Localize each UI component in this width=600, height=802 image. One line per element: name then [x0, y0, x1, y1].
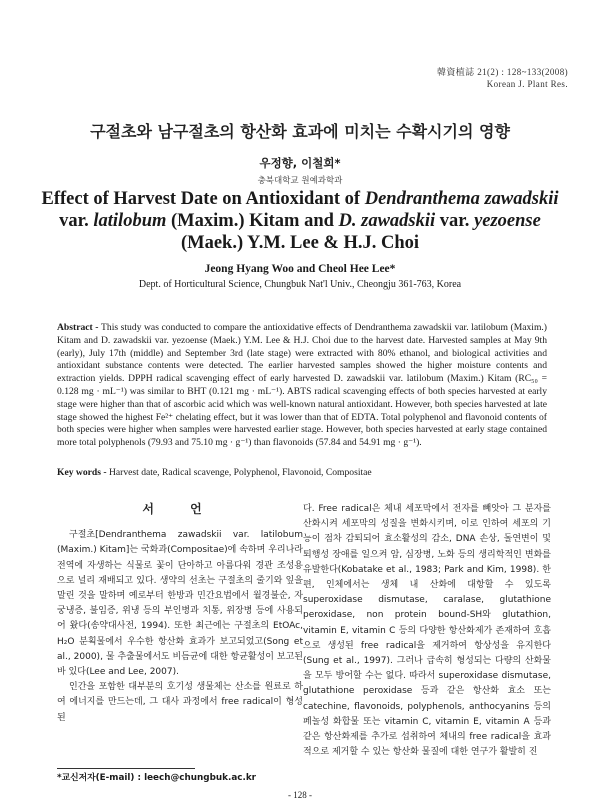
corresponding-author-footnote: *교신저자(E-mail) : leech@chungbuk.ac.kr	[57, 773, 257, 783]
keywords	[57, 467, 547, 480]
journal-citation	[437, 66, 568, 90]
english-authors: Jeong Hyang Woo and Cheol Hee Lee*	[204, 263, 396, 275]
abstract-label: Abstract -	[57, 322, 102, 333]
section-heading: 서 언	[142, 502, 218, 516]
korean-affiliation: 충북대학교 원예과학과	[257, 176, 343, 186]
korean-title: 구절초와 남구절초의 항산화 효과에 미치는 수확시기의 영향	[90, 122, 510, 141]
page-number: - 128 -	[288, 790, 312, 800]
english-title-part5: (Maek.) Y.M. Lee & H.J. Choi	[180, 233, 420, 253]
footnote-divider	[57, 768, 195, 769]
english-title-part3: (Maxim.) Kitam and	[166, 211, 339, 231]
intro-paragraph-1: 구절초[Dendranthema zawadskii var. latilobum (Maxim.) Kitam]는 국화과(Compositae)에 속하며 우리나라 전역에 자생하는 식물로 꽃이 단아하고 아름다워 경관 조성용으로 널리 재배되고 있다. 생약의 선초는 구절초의 줄기와 잎을 말린 것을 말하며 예로부터 한방과 민간요법에서 월경불순, 자궁냉증, 불임증, 위냉 등의 부인병과 치통, 위장병 등에 사용되어 왔다(송약대사전, 1994). 또한 최근에는 구절초의 EtOAc, H₂O 분획물에서 우수한 항산화 효과가 보고되었고(Song et al., 2000), 물 추출물에서도 비듬균에 대한 항균활성이 보고된 바 있다(Lee and Lee, 2007).	[57, 530, 303, 678]
intro-paragraph-3: 다. Free radical은 체내 세포막에서 전자를 빼앗아 그 분자를 산화시켜 세포막의 성질을 변화시키며, 이로 인하여 세포의 기능이 점차 감퇴되어 효소활성의 감소, DNA 손상, 돌연변이 및 퇴행성 장애를 일으켜 암, 심장병, 노화 등의 생리학적인 변화를 유발한다(Kobatake et al., 1983; Park and Kim, 1998). 한편, 인체에서는 생체 내 산화에 대항할 수 있도록 superoxidase dismutase, caralase, glutathione peroxidase, non protein bound-SH와 glutathion, vitamin E, vitamin C 등의 다양한 항산화제가 존재하여 호흡으로 생성된 free radical을 제거하여 항상성을 유지한다(Sung et al., 1997). 그러나 급속히 형성되는 다량의 산화물을 모두 방어할 수는 없다. 따라서 superoxidase dismutase, glutathione peroxidase 등과 같은 항산화 효소 또는 catechine, flavonoids, polyphenols, anthocyanins 등의 페놀성 화합물 또는 vitamin C, vitamin E, vitamin A 등과 같은 항산화제를 추가로 섭취하여 체내의 free radical을 효과적으로 제거할 수 있는 항산화 물질에 대한 연구가 활발히 진	[303, 504, 551, 758]
body-column-left	[57, 502, 303, 726]
journal-citation-line1: 韓資植誌 21(2) : 128~133(2008)	[436, 67, 568, 77]
english-affiliation: Dept. of Horticultural Science, Chungbuk Nat'l Univ., Cheongju 361-763, Korea	[138, 279, 462, 290]
intro-paragraph-2: 인간을 포함한 대부분의 호기성 생물체는 산소를 원료로 하여 에너지를 만드는데, 그 대사 과정에서 free radical이 형성된	[57, 682, 303, 723]
journal-citation-line2: Korean J. Plant Res.	[486, 79, 568, 89]
korean-authors: 우정향, 이철희*	[259, 156, 341, 170]
english-title	[40, 188, 560, 254]
english-title-species4: yezoense	[474, 211, 541, 231]
keywords-label: Key words -	[57, 467, 109, 478]
english-title-species3: D. zawadskii	[338, 211, 436, 231]
english-title-part4: var.	[435, 211, 475, 231]
abstract-text: This study was conducted to compare the antioxidative effects of Dendranthema zawadskii var. latilobum (Maxim.) Kitam and D. zawadskii var. yezoense (Maek.) Y.M. Lee & H.J. Choi due to the harvest date. Harvested samples at May 9th (early), July 17th (middle) and September 3rd (late stage) were extracted with 80% ethanol, and biological activities and antioxidant substance contents were detected. The earlier harvested samples showed the higher moisture contents and extraction yields. DPPH radical scavenging effect of early harvested D. zawadskii var. latilobum (Maxim.) Kitam (RC₅₀ = 0.128 mg · mL⁻¹) was similar to BHT (0.121 mg · mL⁻¹). ABTS radical scavenging effects of both species harvested at early stage were higher than that of ascorbic acid which was well-known natural antioxidant. However, both species harvested at late stage showed the highest Fe²⁺ chelating effect, but it was lower than that of EDTA. Total polyphenol and flavonoid contents of both species were higher when samples were harvested earlier stage. However, both species harvested at early stage contained more total polyphenols (79.93 and 75.10 mg · g⁻¹) than flavonoids (57.84 and 54.91 mg · g⁻¹).	[57, 322, 547, 449]
english-title-species1: Dendranthema zawadskii	[364, 189, 559, 209]
abstract	[57, 322, 547, 450]
body-column-right	[303, 502, 551, 760]
english-title-part1: Effect of Harvest Date on Antioxidant of	[41, 189, 365, 209]
english-title-species2: latilobum	[93, 211, 167, 231]
keywords-text: Harvest date, Radical scavenge, Polyphenol, Flavonoid, Compositae	[108, 467, 372, 478]
english-title-part2: var.	[59, 211, 94, 231]
